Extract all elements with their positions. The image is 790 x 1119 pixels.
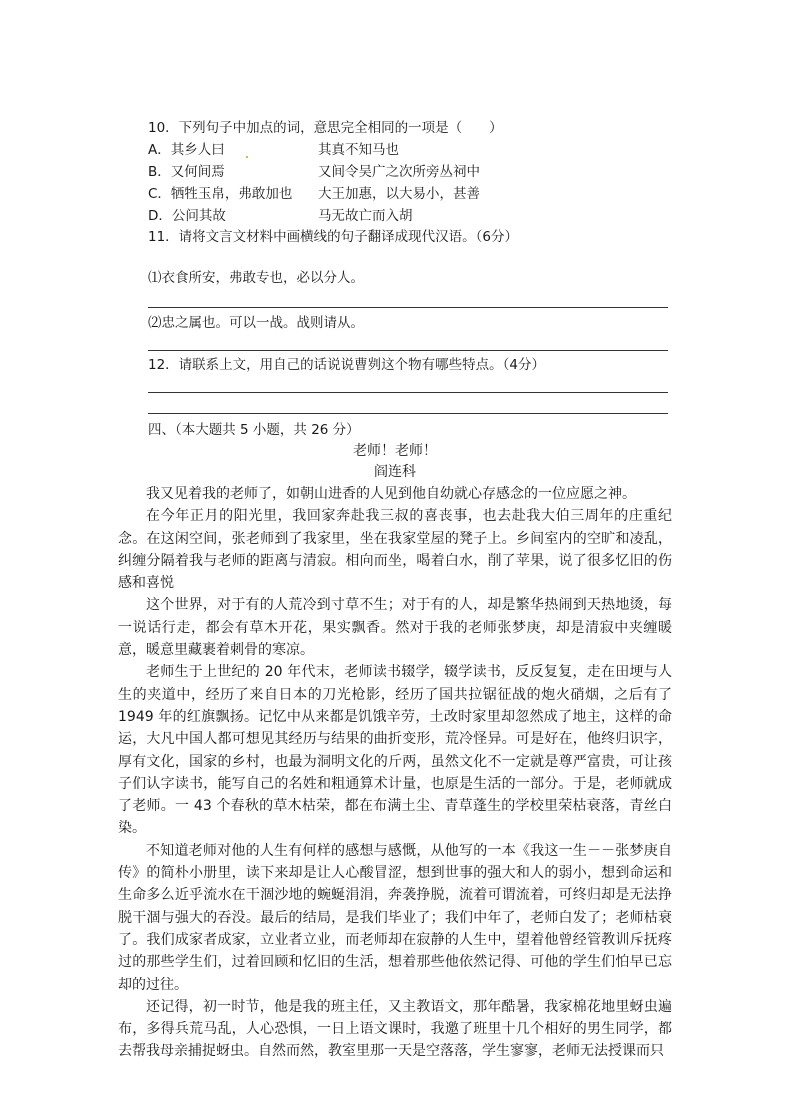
article-paragraph: 我又见着我的老师了，如朝山进香的人见到他自幼就心存感念的一位应愿之神。 — [146, 486, 636, 502]
answer-line-3[interactable] — [148, 392, 668, 393]
question-10-option-b — [148, 162, 480, 182]
answer-line-4[interactable] — [148, 413, 668, 414]
option-a-label: A．其乡人曰 — [148, 142, 225, 158]
question-10-option-a — [148, 140, 399, 160]
article-paragraph: 在今年正月的阳光里，我回家奔赴我三叔的喜丧事，也去赴我大伯三周年的庄重纪念。在这闲空间，张老师到了我家里，坐在我家堂屋的凳子上。乡间室内的空旷和凌乱，纠缠分隔着我与老师的距离与清寂。相向而坐，喝着白水，削了苹果，说了很多忆旧的伤感和喜悦 — [118, 508, 672, 592]
option-c-label: C．牺牲玉帛，弗敢加也 — [148, 186, 293, 202]
question-11-sub-1: ⑴衣食所安，弗敢专也，必以分人。 — [148, 270, 364, 286]
article-body — [118, 483, 672, 1063]
option-b-label: B．又何间焉 — [148, 164, 225, 180]
article-title: 老师！老师！ — [353, 443, 437, 459]
article-author: 阎连科 — [374, 464, 416, 480]
article-paragraph: 还记得，初一时节，他是我的班主任，又主教语文，那年酷暑，我家棉花地里蚜虫遍布，多得兵荒马乱，人心恐惧，一日上语文课时，我邀了班里十几个相好的男生同学，都去帮我母亲捕捉蚜虫。自然而然，教室里那一天是空落落，学生寥寥，老师无法授课而只 — [118, 998, 672, 1060]
question-11-stem: 11．请将文言文材料中画横线的句子翻译成现代汉语。（6分） — [148, 229, 519, 245]
answer-line-2[interactable] — [148, 350, 668, 351]
question-10-option-c — [148, 184, 480, 204]
option-c-pair: 大王加惠，以大易小，甚善 — [318, 186, 480, 202]
answer-line-1[interactable] — [148, 307, 668, 308]
question-11-sub-2: ⑵忠之属也。可以一战。战则请从。 — [148, 315, 364, 331]
emphasis-dot — [246, 156, 248, 158]
option-d-pair: 马无故亡而入胡 — [318, 208, 413, 224]
question-10-stem: 10．下列句子中加点的词，意思完全相同的一项是（ ） — [148, 120, 503, 136]
article-paragraph: 这个世界，对于有的人荒冷到寸草不生；对于有的人，却是繁华热闹到天热地烫，每一说话行走，都会有草木开花，果实飘香。然对于我的老师张梦庚，却是清寂中夹缠暖意，暖意里藏裹着刺骨的寒凉。 — [118, 597, 672, 659]
option-d-label: D．公问其故 — [148, 208, 226, 224]
question-10-option-d — [148, 206, 413, 226]
option-a-pair: 其真不知马也 — [318, 142, 399, 158]
section-header: 四、（本大题共 5 小题，共 26 分） — [148, 422, 360, 438]
option-b-pair: 又间令吴广之次所旁丛祠中 — [318, 164, 480, 180]
question-12-stem: 12．请联系上文，用自己的话说说曹刿这个物有哪些特点。（4分） — [148, 357, 546, 373]
article-paragraph: 老师生于上世纪的 20 年代末，老师读书辍学，辍学读书，反反复复，走在田埂与人生的夹道中，经历了来自日本的刀光枪影，经历了国共拉锯征战的炮火硝烟，之后有了 1949 年的红旗飘扬。记忆中从来都是饥饿辛劳，土改时家里却忽然成了地主，这样的命运，大凡中国人都可想见其经历与结果的曲折变形，荒冷怪异。可是好在，他终归识字，厚有文化，国家的乡村，也最为洞明文化的斤两，虽然文化不一定就是尊严富贵，可让孩子们认字读书，能写自己的名姓和粗通算术计量，也原是生活的一部分。于是，老师就成了老师。一 43 个春秋的草木枯荣，都在布满土尘、青草蓬生的学校里荣枯衰落，青丝白染。 — [118, 664, 672, 837]
article-paragraph: 不知道老师对他的人生有何样的感想与感慨，从他写的一本《我这一生－－张梦庚自传》的简朴小册里，读下来却是让人心酸冒涩，想到世事的强大和人的弱小，想到命运和生命多么近乎流水在干涸沙地的蜿蜒涓涓，奔袭挣脱，流着可谓流着，可终归却是无法挣脱干涸与强大的吞没。最后的结局，是我们毕业了；我们中年了，老师白发了；老师枯衰了。我们成家者成家，立业者立业，而老师却在寂静的人生中，望着他曾经管教训斥抚疼过的那些学生们，过着回顾和忆旧的生活，想着那些他依然记得、可他的学生们怕早已忘却的过往。 — [118, 842, 672, 993]
